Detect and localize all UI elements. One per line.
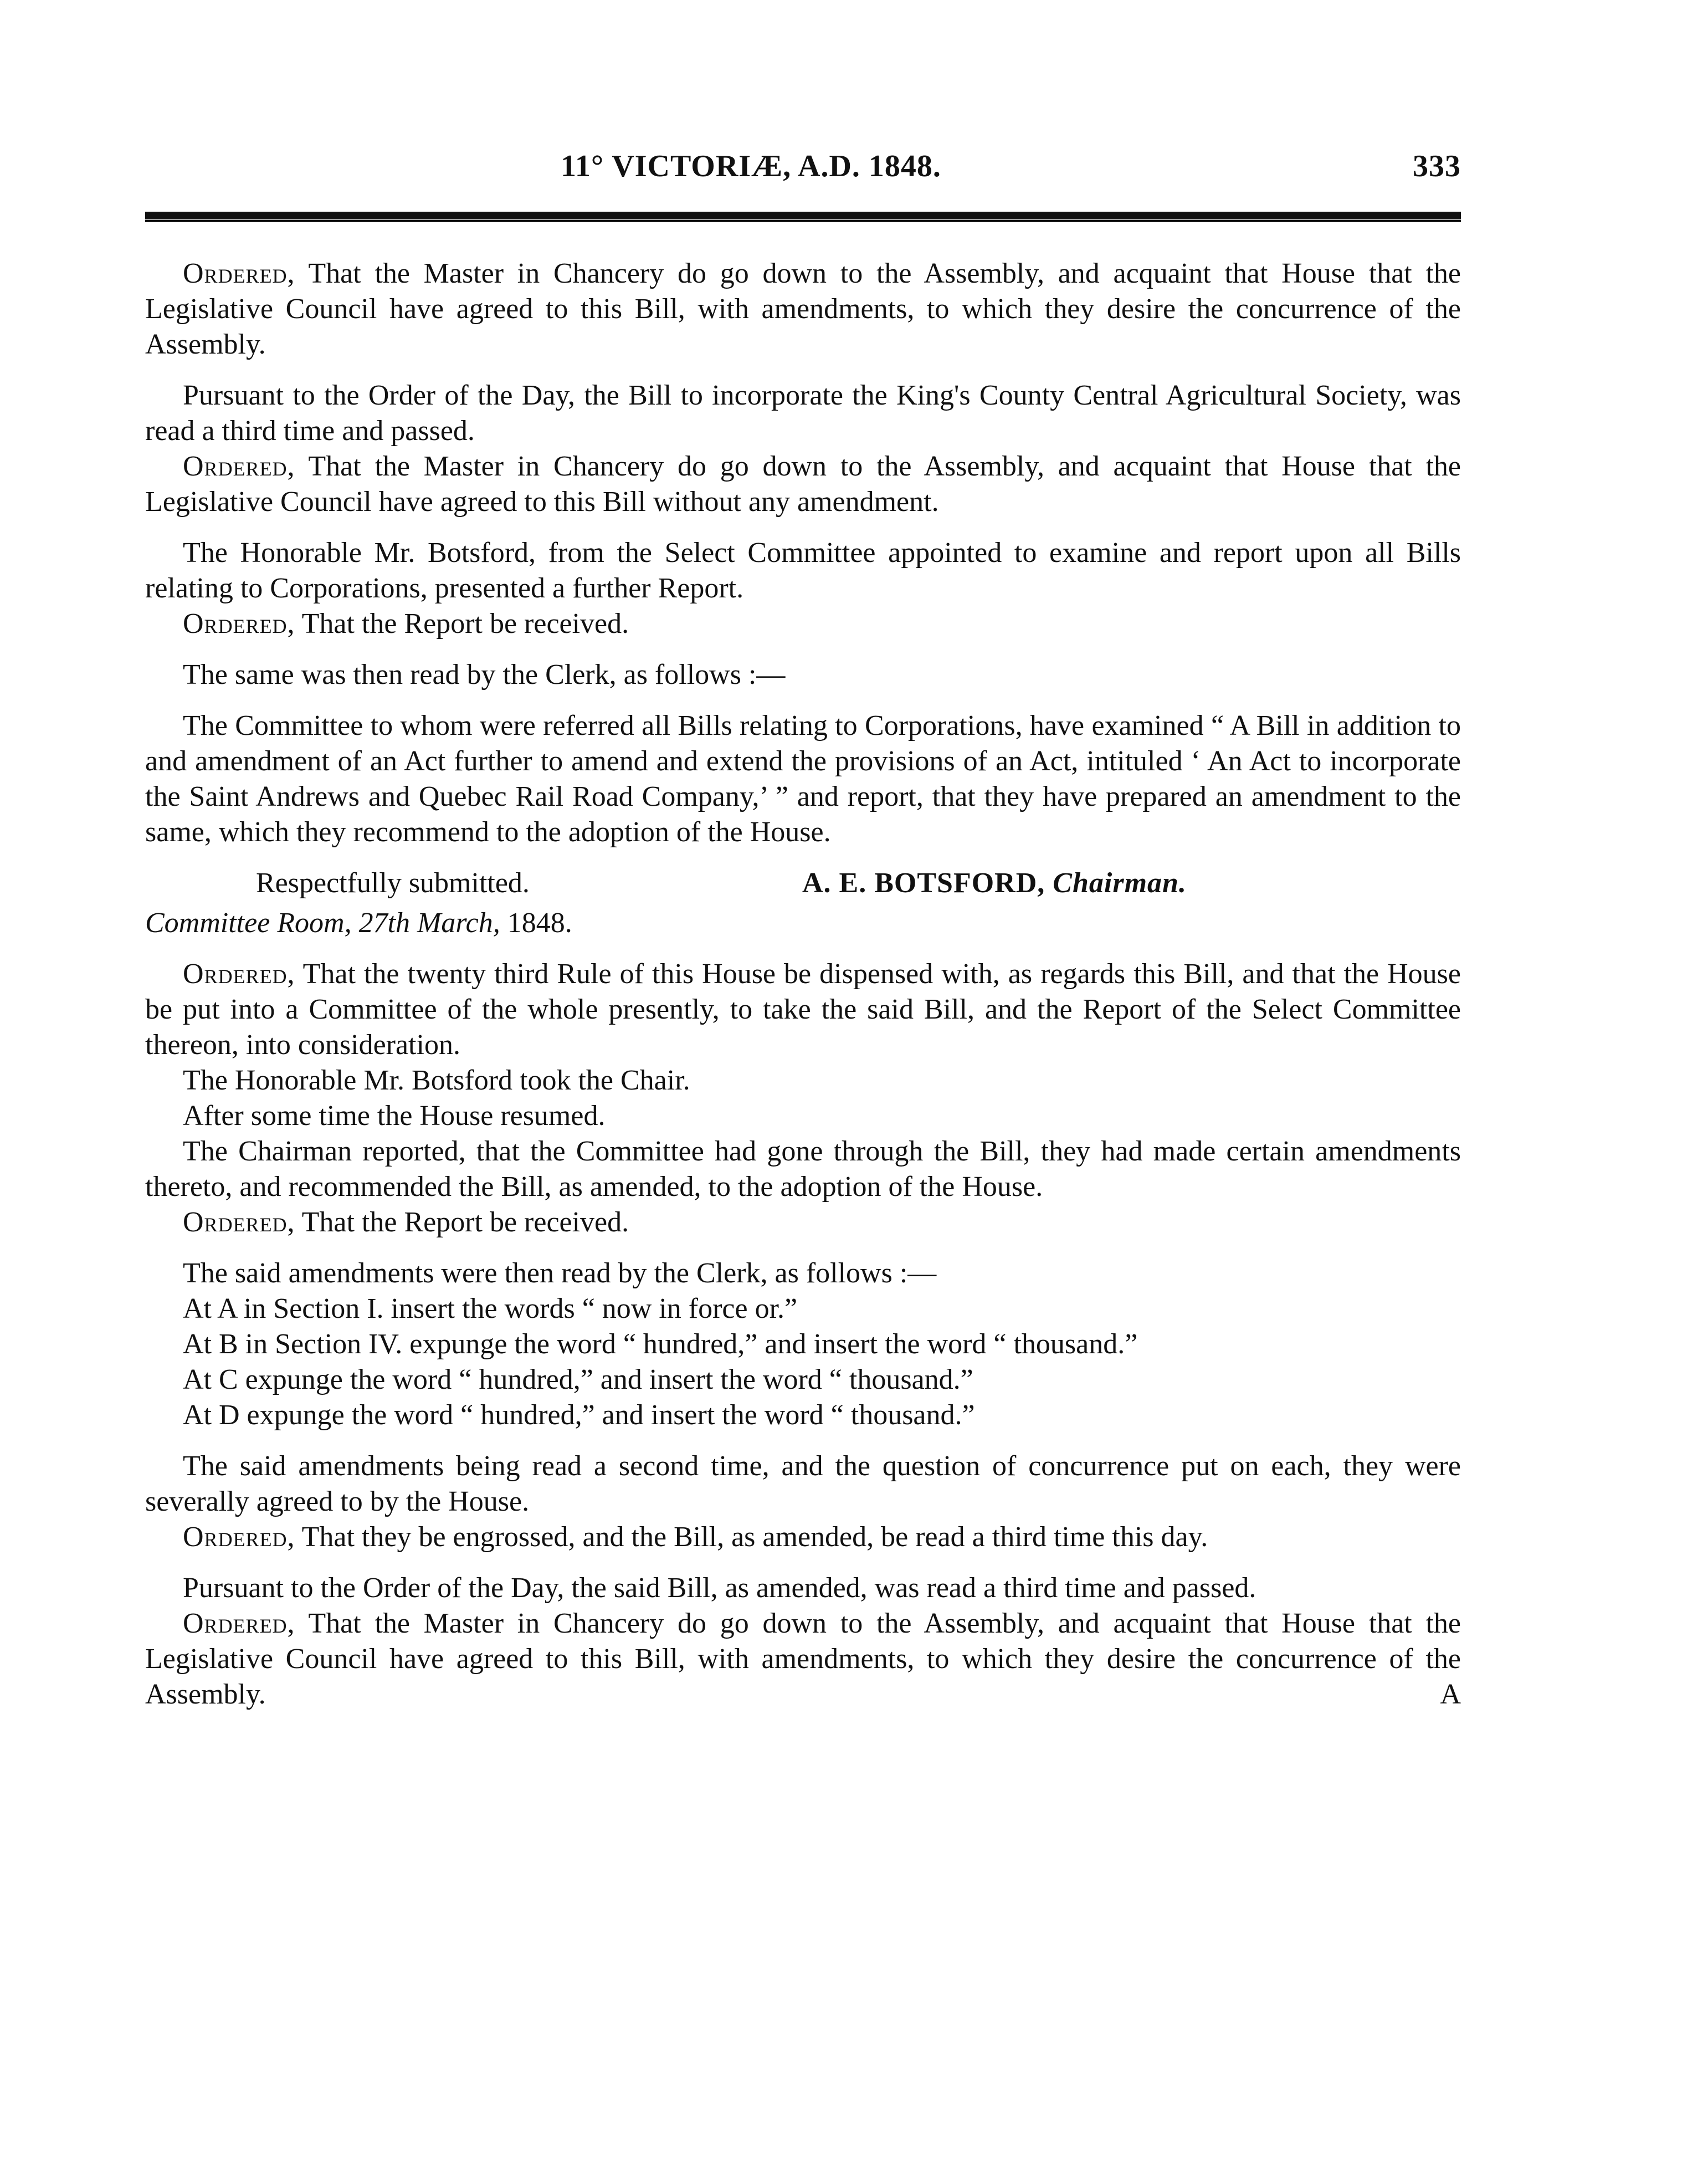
paragraph-committee-report: The Committee to whom were referred all Bills relating to Corporations, have examined “ A Bill in addition to and amendment of an Act further to amend and extend the provisions of an Act, intituled ‘ An Act to incorporate the Saint Andrews and Quebec Rail Road Company,’ ” and report, that they have prepared an amendment to the same, which they recommend to the adoption of the House. (145, 710, 1461, 848)
ordered-label: Ordered, (183, 958, 295, 990)
paragraph-ordered-no-amendment (145, 449, 1461, 520)
paragraph-ordered-final (145, 1606, 1461, 1712)
paragraph-ordered-rule-dispensed (145, 956, 1461, 1063)
paragraph-amendments-read: The said amendments were then read by the Clerk, as follows :— (183, 1257, 937, 1289)
amendment-line-b: At B in Section IV. expunge the word “ hundred,” and insert the word “ thousand.” (183, 1328, 1138, 1360)
paragraph-botsford-report: The Honorable Mr. Botsford, from the Select Committee appointed to examine and report upon all Bills relating to Corporations, presented a further Report. (145, 537, 1461, 604)
respectfully-submitted: Respectfully submitted. (256, 867, 530, 899)
dateline-place: Committee Room, (145, 907, 352, 939)
paragraph-third-reading: Pursuant to the Order of the Day, the Bill to incorporate the King's County Central Agricultural Society, was read a third time and passed. (145, 380, 1461, 447)
paragraph-text: That the Report be received. (295, 1206, 629, 1238)
paragraph-ordered-engrossed (145, 1520, 1461, 1555)
paragraph-text: That the Report be received. (295, 608, 629, 640)
amendment-line-a: At A in Section I. insert the words “ now in force or.” (183, 1293, 798, 1324)
paragraph-ordered-received (145, 606, 1461, 642)
running-title: 11° VICTORIÆ, A.D. 1848. (561, 149, 941, 183)
ordered-label: Ordered, (183, 608, 295, 640)
paragraph-text: That the Master in Chancery do go down to the Assembly, and acquaint that House that the Legislative Council have agreed to this Bill without any amendment. (145, 451, 1461, 518)
paragraph-second-reading: The said amendments being read a second time, and the question of concurrence put on each, they were severally agreed to by the House. (145, 1450, 1461, 1517)
signer-title: Chairman. (1053, 867, 1187, 899)
paragraph-text: That the twenty third Rule of this House be dispensed with, as regards this Bill, and that the House be put into a Committee of the whole presently, to take the said Bill, and the Report of the Select Committee thereon, into consideration. (145, 958, 1461, 1061)
paragraph-house-resumed: After some time the House resumed. (183, 1100, 606, 1132)
paragraph-chairman-reported: The Chairman reported, that the Committee had gone through the Bill, they had made certain amendments thereto, and recommended the Bill, as amended, to the adoption of the House. (145, 1135, 1461, 1203)
header-rule (145, 212, 1461, 219)
ordered-label: Ordered, (183, 1206, 295, 1238)
ordered-label: Ordered, (183, 1608, 295, 1639)
paragraph-passed-as-amended: Pursuant to the Order of the Day, the said Bill, as amended, was read a third time and passed. (183, 1572, 1256, 1604)
paragraph-read-by-clerk: The same was then read by the Clerk, as follows :— (183, 659, 786, 690)
ordered-label: Ordered, (183, 1521, 295, 1553)
ordered-label: Ordered, (183, 451, 295, 482)
paragraph-text: That the Master in Chancery do go down to the Assembly, and acquaint that House that the Legislative Council have agreed to this Bill, with amendments, to which they desire the concurrence of the Assembly. (145, 1608, 1461, 1710)
running-head (145, 149, 1461, 187)
dateline (145, 906, 1461, 941)
signature-row (145, 866, 1461, 901)
dateline-date: 27th March, (358, 907, 500, 939)
journal-body (145, 256, 1461, 1712)
page-number: 333 (1413, 149, 1461, 183)
amendment-line-c: At C expunge the word “ hundred,” and insert the word “ thousand.” (183, 1364, 973, 1395)
ordered-label: Ordered, (183, 258, 295, 289)
signer (802, 866, 1187, 901)
paragraph-ordered-concurrence (145, 256, 1461, 362)
paragraph-took-chair: The Honorable Mr. Botsford took the Chair. (183, 1065, 690, 1096)
paragraph-ordered-report-received (145, 1205, 1461, 1240)
catchword: A (1440, 1679, 1461, 1710)
paragraph-text: That they be engrossed, and the Bill, as amended, be read a third time this day. (295, 1521, 1208, 1553)
dateline-year: 1848. (507, 907, 572, 939)
amendment-line-d: At D expunge the word “ hundred,” and insert the word “ thousand.” (183, 1399, 975, 1431)
paragraph-text: That the Master in Chancery do go down to the Assembly, and acquaint that House that the Legislative Council have agreed to this Bill, with amendments, to which they desire the concurrence of the Assembly. (145, 258, 1461, 360)
signer-name: A. E. BOTSFORD, (802, 867, 1045, 899)
